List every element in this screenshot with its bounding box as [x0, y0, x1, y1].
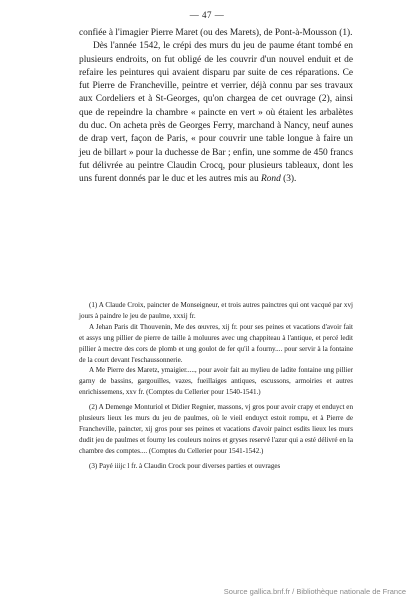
footnote: A Jehan Paris dit Thouvenin, Me des œuvres, xij fr. pour ses peines et vacations d'avoir fait et assys ung pillier de pierre de taille à moluures avec ung chappiteau à l'antique, et percé ledit pillier à mectre des cors de plomb et ung goulot de fer qu'il a fourny.... pour servir à la fontaine de la court devant l'eschaussonnerie.	[79, 322, 353, 364]
page-number: — 47 —	[189, 10, 225, 20]
paragraph	[79, 40, 353, 186]
footnote: (1) A Claude Croix, paincter de Monseigneur, et trois autres painctres qui ont vacqué par xvj jours à paindre le jeu de paulme, xxxij fr.	[79, 301, 353, 320]
footnote: (2) A Demenge Monturiol et Didier Regnier, massons, vj gros pour avoir crapy et enduyct en plusieurs lieux les murs du jeu de paulmes, où le vieil enduyct estoit rompu, et à Pierre de Francheville, paincter, xij gros pour ses peines et vacations d'avoir painct esdits lieux les murs dudit jeu de paulmes et fourny les couleurs noires et gryses reservé l'azur qui a esté délivré en la chambre des comptes.... (Comptes du Cellerier pour 1541-1542.)	[79, 403, 353, 455]
footnote: (3) Payé iiijc l fr. à Claudin Crock pour diverses parties et ouvrages	[89, 461, 281, 470]
main-body	[79, 27, 353, 187]
paragraph: confiée à l'imagier Pierre Maret (ou des Marets), de Pont-à-Mousson (1).	[79, 28, 353, 38]
footnote-ref: (3).	[283, 174, 297, 185]
paragraph-text: Dès l'année 1542, le crépi des murs du jeu de paume étant tombé en plusieurs endroits, on fut obligé de les couvrir d'un nouvel enduit et de refaire les peintures qui avaient disparu par suite de ces réparations. Ce fut Pierre de Francheville, peintre et verrier, déjà connu par ses travaux aux Cordeliers et à St-Georges, qu'on chargea de cet ouvrage (2), ainsi que de repeindre la chambre « paincte en vert » où étaient les arbalètes du duc. On acheta près de Georges Ferry, marchand à Nancy, neuf aunes de drap vert, façon de Paris, « pour couvrir une table longue à faire un jeu de billart » pour la duchesse de Bar ; enfin, une somme de 450 francs fut délivrée au peintre Claudin Crocq, pour plusieurs tableaux, dont les uns furent donnés par le duc et les autres mis au	[79, 41, 353, 185]
emphasis-rond: Rond	[260, 174, 281, 185]
footnote: A Me Pierre des Maretz, ymaigier....., pour avoir fait au mylieu de ladite fontaine ung pillier garny de bassins, gargouilles, vazes, fueillaiges antiques, escussons, armoiries et autres enrichissemens, xxv fr. (Comptes du Cellerier pour 1540-1541.)	[79, 366, 353, 397]
footnotes	[79, 300, 353, 472]
source-credit: Source gallica.bnf.fr / Bibliothèque nationale de France	[223, 587, 406, 596]
